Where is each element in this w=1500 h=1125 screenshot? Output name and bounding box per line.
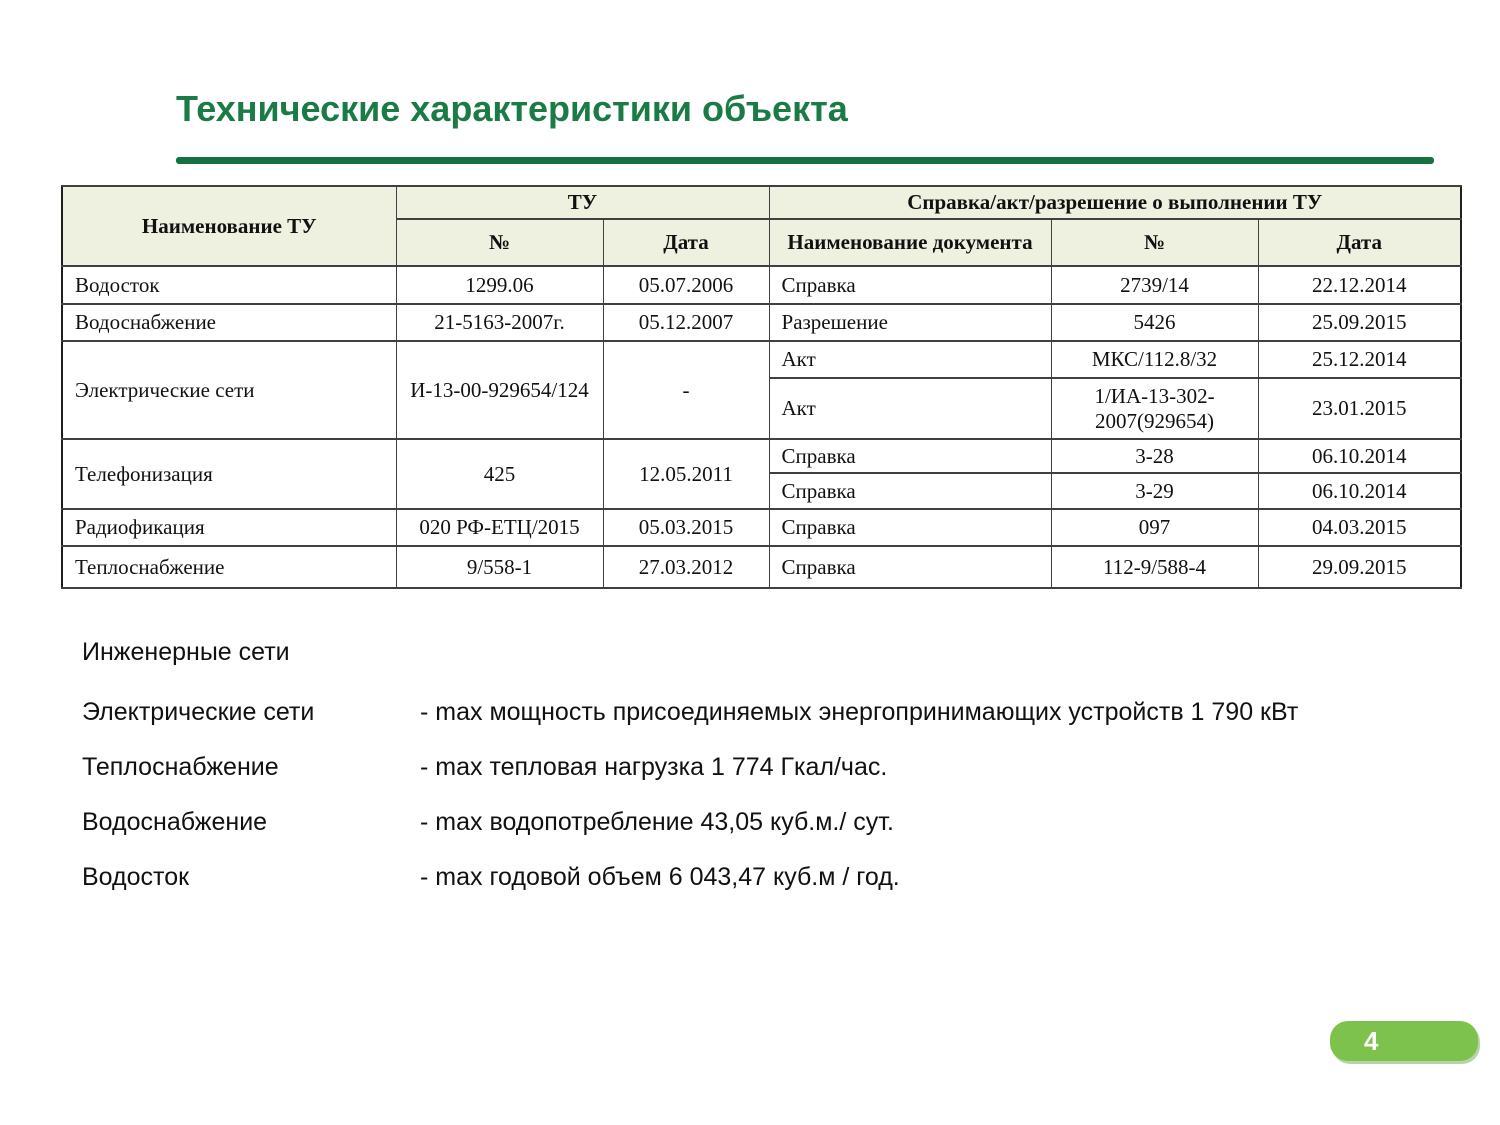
cell-doc-number: 2739/14	[1051, 266, 1258, 304]
cell-doc-name: Справка	[769, 439, 1051, 473]
header-name-tu: Наименование ТУ	[62, 186, 396, 266]
cell-doc-number: 097	[1051, 509, 1258, 546]
list-item	[82, 863, 1442, 892]
list-item	[82, 808, 1442, 837]
cell-doc-name: Справка	[769, 509, 1051, 546]
table-row	[62, 304, 1461, 341]
cell-doc-name: Справка	[769, 546, 1051, 588]
page-number-badge: 4	[1330, 1021, 1478, 1061]
cell-tu-name: Водосток	[62, 266, 396, 304]
header-doc-date: Дата	[1258, 219, 1461, 266]
cell-tu-name: Телефонизация	[62, 439, 396, 509]
cell-tu-number: И-13-00-929654/124	[396, 341, 603, 439]
cell-doc-number: 1/ИА-13-302-2007(929654)	[1051, 378, 1258, 439]
cell-tu-number: 1299.06	[396, 266, 603, 304]
cell-doc-date: 25.12.2014	[1258, 341, 1461, 378]
cell-tu-number: 21-5163-2007г.	[396, 304, 603, 341]
page-title: Технические характеристики объекта	[176, 88, 848, 129]
cell-tu-name: Теплоснабжение	[62, 546, 396, 588]
note-label: Теплоснабжение	[82, 753, 279, 781]
cell-tu-number: 020 РФ-ЕТЦ/2015	[396, 509, 603, 546]
technical-specs-table	[61, 185, 1462, 589]
engineering-networks-notes	[82, 638, 1442, 918]
cell-tu-name: Радиофикация	[62, 509, 396, 546]
table-row	[62, 509, 1461, 546]
note-label: Водосток	[82, 863, 190, 891]
header-tu-group: ТУ	[396, 186, 769, 219]
cell-tu-date: 12.05.2011	[603, 439, 769, 509]
note-label: Электрические сети	[82, 698, 315, 726]
notes-heading: Инженерные сети	[82, 638, 290, 666]
header-tu-date: Дата	[603, 219, 769, 266]
header-doc-group: Справка/акт/разрешение о выполнении ТУ	[769, 186, 1461, 219]
cell-doc-date: 29.09.2015	[1258, 546, 1461, 588]
cell-doc-name: Справка	[769, 473, 1051, 509]
cell-doc-name: Акт	[769, 341, 1051, 378]
table-row	[62, 266, 1461, 304]
table-row	[62, 546, 1461, 588]
table-header-row-groups	[62, 186, 1461, 219]
cell-doc-date: 06.10.2014	[1258, 439, 1461, 473]
cell-doc-number: 112-9/588-4	[1051, 546, 1258, 588]
cell-doc-name: Разрешение	[769, 304, 1051, 341]
header-doc-number: №	[1051, 219, 1258, 266]
note-value: - max водопотребление 43,05 куб.м./ сут.	[420, 808, 894, 836]
cell-doc-date: 25.09.2015	[1258, 304, 1461, 341]
cell-doc-name: Справка	[769, 266, 1051, 304]
note-label: Водоснабжение	[82, 808, 268, 836]
table-row	[62, 439, 1461, 473]
cell-doc-date: 06.10.2014	[1258, 473, 1461, 509]
header-tu-number: №	[396, 219, 603, 266]
cell-tu-number: 9/558-1	[396, 546, 603, 588]
cell-tu-date: 27.03.2012	[603, 546, 769, 588]
note-value: - max мощность присоединяемых энергопринимающих устройств 1 790 кВт	[420, 698, 1299, 726]
note-value: - max тепловая нагрузка 1 774 Гкал/час.	[420, 753, 888, 781]
cell-doc-number: МКС/112.8/32	[1051, 341, 1258, 378]
cell-tu-name: Электрические сети	[62, 341, 396, 439]
title-underline-rule	[176, 157, 1434, 164]
list-item	[82, 698, 1442, 727]
cell-doc-date: 22.12.2014	[1258, 266, 1461, 304]
cell-tu-number: 425	[396, 439, 603, 509]
cell-tu-date: 05.07.2006	[603, 266, 769, 304]
cell-tu-date: 05.12.2007	[603, 304, 769, 341]
header-doc-name: Наименование документа	[769, 219, 1051, 266]
cell-doc-name: Акт	[769, 378, 1051, 439]
cell-doc-number: 3-29	[1051, 473, 1258, 509]
cell-tu-date: 05.03.2015	[603, 509, 769, 546]
cell-doc-number: 3-28	[1051, 439, 1258, 473]
cell-tu-date: -	[603, 341, 769, 439]
cell-tu-name: Водоснабжение	[62, 304, 396, 341]
note-value: - max годовой объем 6 043,47 куб.м / год.	[420, 863, 900, 891]
cell-doc-date: 04.03.2015	[1258, 509, 1461, 546]
list-item	[82, 753, 1442, 782]
cell-doc-number: 5426	[1051, 304, 1258, 341]
cell-doc-date: 23.01.2015	[1258, 378, 1461, 439]
table-row	[62, 341, 1461, 378]
